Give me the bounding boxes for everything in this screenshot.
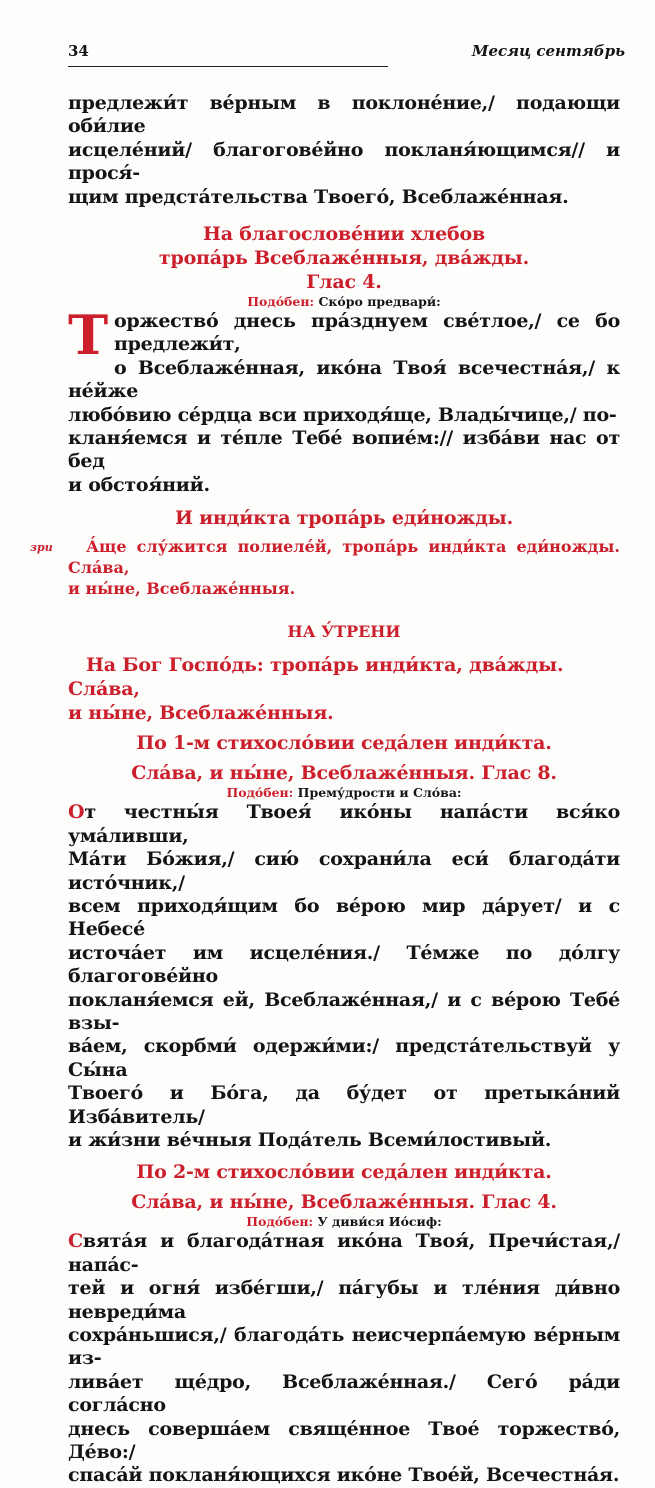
drop-cap-letter: Т: [68, 303, 108, 368]
sedalen1-heading-1: По 1-м стихосло́вии седа́лен инди́кта.: [136, 732, 552, 755]
blessing-heading-1: На благослове́нии хлебов: [203, 223, 485, 246]
blessing-podoben: [68, 294, 620, 310]
text-line: лива́ет ще́дро, Всеблаже́нная./ Сего́ ра́ди согла́сно: [68, 1370, 620, 1417]
page-body: [30, 92, 620, 1488]
header-rule: [68, 66, 388, 67]
text-line: т честны́я Твоея́ ико́ны напа́сти вся́ко ума́ливши,: [68, 801, 620, 847]
text-line: вята́я и благода́тная ико́на Твоя́, Пречи́стая,/ напа́с-: [68, 1230, 620, 1276]
intro-paragraph: [68, 92, 620, 209]
text-line: А́ще слу́жится полиеле́й, тропа́рь инди́кта еди́ножды. Сла́ва,: [68, 537, 620, 578]
podoben-label: Подо́бен:: [226, 785, 294, 801]
text-line: спаса́й покланя́ющихся ико́не Твое́й, Всечестна́я.: [68, 1464, 620, 1487]
first-letter: С: [68, 1230, 83, 1253]
text-line: днесь соверша́ем свяще́нное Твое́ торжество́, Де́во:/: [68, 1417, 620, 1464]
text-line: исцеле́ний/ благогове́йно покланя́ющимся// и прося́-: [68, 138, 620, 185]
podoben-text: У диви́ся Ио́сиф:: [317, 1214, 442, 1230]
podoben-label: Подо́бен:: [246, 1214, 314, 1230]
text-line: любо́вию се́рдца вси приходя́ще, Влады́чице,/ по-: [68, 403, 617, 426]
sedalen1-podoben: [68, 785, 620, 801]
text-line: ва́ем, скорбми́ одержи́ми:/ предста́тельствуй у Сы́на: [68, 1035, 620, 1081]
text-line: и обстоя́ний.: [68, 473, 210, 496]
sedalen1-paragraph: [68, 801, 620, 1152]
text-line: источа́ет им исцеле́ния./ Те́мже по до́лгу благогове́йно: [68, 941, 620, 988]
sedalen2-heading-1: По 2-м стихосло́вии седа́лен инди́кта.: [136, 1161, 552, 1184]
matins-section-title: НА У́ТРЕНИ: [287, 622, 401, 642]
text-line: Ма́ти Бо́жия,/ сию́ сохрани́ла еси́ благода́ти исто́чник,/: [68, 848, 620, 894]
text-line: предлежи́т ве́рным в поклоне́ние,/ подающи оби́лие: [68, 92, 620, 138]
text-line: оржество́ днесь пра́зднуем све́тлое,/ се бо предлежи́т,: [113, 310, 620, 356]
text-line: щим предста́тельства Твоего́, Всеблаже́нная.: [68, 185, 569, 208]
text-line: всем приходя́щим бо ве́рою мир да́рует/ и с Небесе́: [68, 894, 620, 941]
text-line: о Всеблаже́нная, ико́на Твоя́ всечестна́я,/ к не́йже: [68, 356, 620, 403]
text-line: и ны́не, Всеблаже́нныя.: [68, 579, 296, 599]
blessing-heading-2: тропа́рь Всеблаже́нныя, два́жды.: [158, 247, 530, 270]
sedalen2-paragraph: [68, 1230, 620, 1487]
bog-gospod-rubric: [68, 653, 620, 725]
podoben-label: Подо́бен:: [247, 294, 315, 310]
blessing-heading-3: Глас 4.: [306, 271, 382, 294]
text-line: Твоего́ и Бо́га, да бу́дет от претыка́ний Изба́витель/: [68, 1082, 620, 1128]
page-number: 34: [68, 42, 89, 60]
text-line: сохра́ньшися,/ благода́ть неисчерпа́емую ве́рным из-: [68, 1324, 620, 1370]
running-title: Месяц сентябрь: [471, 42, 625, 60]
margin-reference: зри: [30, 541, 53, 555]
text-line: тей и огня́ избе́гши,/ па́губы и тле́ния ди́вно невреди́ма: [68, 1277, 620, 1323]
text-line: и жи́зни ве́чныя Пода́тель Всеми́лостивый.: [68, 1128, 552, 1151]
text-line: кланя́емся и те́пле Тебе́ вопие́м:// изба́ви нас от бед: [68, 427, 620, 473]
text-line: На Бог Госпо́дь: тропа́рь инди́кта, два́жды. Сла́ва,: [68, 654, 564, 701]
podoben-text: Прему́дрости и Сло́ва:: [297, 785, 462, 801]
text-line: и ны́не, Всеблаже́нныя.: [68, 702, 334, 725]
page-header: [68, 42, 625, 66]
sedalen1-heading-2: Сла́ва, и ны́не, Всеблаже́нныя. Глас 8.: [131, 762, 557, 785]
first-letter: О: [68, 801, 85, 824]
rubric-note: [30, 536, 620, 599]
sedalen2-heading-2: Сла́ва, и ны́не, Всеблаже́нныя. Глас 4.: [131, 1191, 557, 1214]
sedalen2-podoben: [68, 1214, 620, 1230]
text-line: покланя́емся ей, Всеблаже́нная,/ и с ве́рою Тебе́ взы-: [68, 988, 620, 1034]
indikt-once-heading: И инди́кта тропа́рь еди́ножды.: [174, 507, 514, 530]
podoben-text: Ско́ро предвари́:: [318, 294, 441, 310]
troparion-paragraph: [68, 303, 620, 497]
